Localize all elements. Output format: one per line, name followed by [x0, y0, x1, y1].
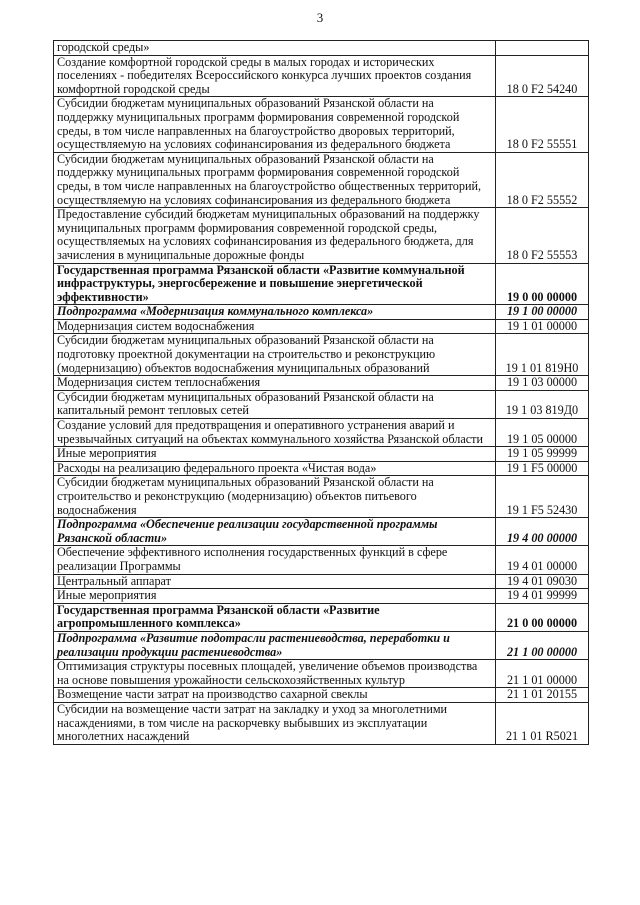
row-code-cell: 19 4 01 00000 — [496, 546, 589, 574]
row-code-cell: 19 1 F5 52430 — [496, 476, 589, 518]
table-row — [54, 319, 589, 334]
table-row — [54, 447, 589, 462]
row-name-cell: Предоставление субсидий бюджетам муниципальных образований на поддержку муниципальных программ формирования современной городской среды, осуществляемых на условиях софинансирования из федерального бюджета, для зачисления в муниципальные дорожные фонды — [54, 208, 496, 263]
row-name-cell: городской среды» — [54, 41, 496, 56]
row-name-cell: Оптимизация структуры посевных площадей, увеличение объемов производства на основе повышения урожайности сельскохозяйственных культур — [54, 660, 496, 688]
row-name-cell: Центральный аппарат — [54, 574, 496, 589]
table-row — [54, 390, 589, 418]
row-code-cell: 19 4 00 00000 — [496, 518, 589, 546]
row-name-cell: Обеспечение эффективного исполнения государственных функций в сфере реализации Программы — [54, 546, 496, 574]
table-row — [54, 660, 589, 688]
row-name-cell: Подпрограмма «Модернизация коммунального комплекса» — [54, 305, 496, 320]
row-code-cell: 21 0 00 00000 — [496, 603, 589, 631]
page-number: 3 — [316, 10, 324, 25]
row-code-cell: 19 1 05 99999 — [496, 447, 589, 462]
row-name-cell: Модернизация систем водоснабжения — [54, 319, 496, 334]
table-row — [54, 41, 589, 56]
table-row — [54, 476, 589, 518]
row-code-cell: 19 0 00 00000 — [496, 263, 589, 305]
row-code-cell: 19 4 01 09030 — [496, 574, 589, 589]
table-row — [54, 702, 589, 744]
row-name-cell: Субсидии бюджетам муниципальных образований Рязанской области на поддержку муниципальных программ формирования современной городской среды, в том числе направленных на благоустройство дворовых территорий, осуществляемую на условиях софинансирования из федерального бюджета — [54, 97, 496, 152]
table-row — [54, 97, 589, 152]
row-code-cell: 19 1 00 00000 — [496, 305, 589, 320]
row-name-cell: Субсидии бюджетам муниципальных образований Рязанской области на строительство и реконструкцию (модернизацию) объектов питьевого водоснабжения — [54, 476, 496, 518]
row-code-cell: 18 0 F2 54240 — [496, 55, 589, 97]
row-name-cell: Возмещение части затрат на производство сахарной свеклы — [54, 688, 496, 703]
table-row — [54, 376, 589, 391]
table-row — [54, 419, 589, 447]
row-code-cell: 18 0 F2 55553 — [496, 208, 589, 263]
row-code-cell: 19 1 05 00000 — [496, 419, 589, 447]
row-name-cell: Субсидии бюджетам муниципальных образований Рязанской области на подготовку проектной документации на строительство и реконструкцию (модернизацию) объектов водоснабжения муниципальных образований — [54, 334, 496, 376]
row-name-cell: Государственная программа Рязанской области «Развитие агропромышленного комплекса» — [54, 603, 496, 631]
budget-classification-table — [53, 40, 589, 745]
table-row — [54, 263, 589, 305]
table-row — [54, 589, 589, 604]
table-row — [54, 461, 589, 476]
row-code-cell: 19 4 01 99999 — [496, 589, 589, 604]
row-code-cell: 19 1 03 819Д0 — [496, 390, 589, 418]
table-row — [54, 518, 589, 546]
table-body — [54, 41, 589, 745]
table-row — [54, 546, 589, 574]
row-name-cell: Субсидии на возмещение части затрат на закладку и уход за многолетними насаждениями, в том числе на раскорчевку выбывших из эксплуатации многолетних насаждений — [54, 702, 496, 744]
row-name-cell: Иные мероприятия — [54, 589, 496, 604]
table-row — [54, 574, 589, 589]
table-row — [54, 334, 589, 376]
table-row — [54, 688, 589, 703]
row-name-cell: Подпрограмма «Обеспечение реализации государственной программы Рязанской области» — [54, 518, 496, 546]
table-row — [54, 603, 589, 631]
table-row — [54, 631, 589, 659]
table-row — [54, 55, 589, 97]
row-code-cell: 21 1 01 00000 — [496, 660, 589, 688]
table-row — [54, 152, 589, 207]
row-code-cell: 18 0 F2 55552 — [496, 152, 589, 207]
row-name-cell: Создание комфортной городской среды в малых городах и исторических поселениях - победителях Всероссийского конкурса лучших проектов создания комфортной городской среды — [54, 55, 496, 97]
row-code-cell: 18 0 F2 55551 — [496, 97, 589, 152]
row-name-cell: Расходы на реализацию федерального проекта «Чистая вода» — [54, 461, 496, 476]
row-code-cell: 19 1 F5 00000 — [496, 461, 589, 476]
row-code-cell: 21 1 00 00000 — [496, 631, 589, 659]
row-name-cell: Подпрограмма «Развитие подотрасли растениеводства, переработки и реализации продукции растениеводства» — [54, 631, 496, 659]
row-name-cell: Субсидии бюджетам муниципальных образований Рязанской области на капитальный ремонт тепловых сетей — [54, 390, 496, 418]
table-row — [54, 305, 589, 320]
row-code-cell: 19 1 03 00000 — [496, 376, 589, 391]
row-name-cell: Модернизация систем теплоснабжения — [54, 376, 496, 391]
row-code-cell: 19 1 01 819Н0 — [496, 334, 589, 376]
row-name-cell: Создание условий для предотвращения и оперативного устранения аварий и чрезвычайных ситуаций на объектах коммунального хозяйства Рязанской области — [54, 419, 496, 447]
row-code-cell — [496, 41, 589, 56]
row-code-cell: 19 1 01 00000 — [496, 319, 589, 334]
row-name-cell: Иные мероприятия — [54, 447, 496, 462]
row-name-cell: Государственная программа Рязанской области «Развитие коммунальной инфраструктуры, энергосбережение и повышение энергетической эффективности» — [54, 263, 496, 305]
row-code-cell: 21 1 01 20155 — [496, 688, 589, 703]
row-code-cell: 21 1 01 R5021 — [496, 702, 589, 744]
row-name-cell: Субсидии бюджетам муниципальных образований Рязанской области на поддержку муниципальных программ формирования современной городской среды, в том числе направленных на благоустройство общественных территорий, осуществляемую на условиях софинансирования из федерального бюджета — [54, 152, 496, 207]
table-row — [54, 208, 589, 263]
